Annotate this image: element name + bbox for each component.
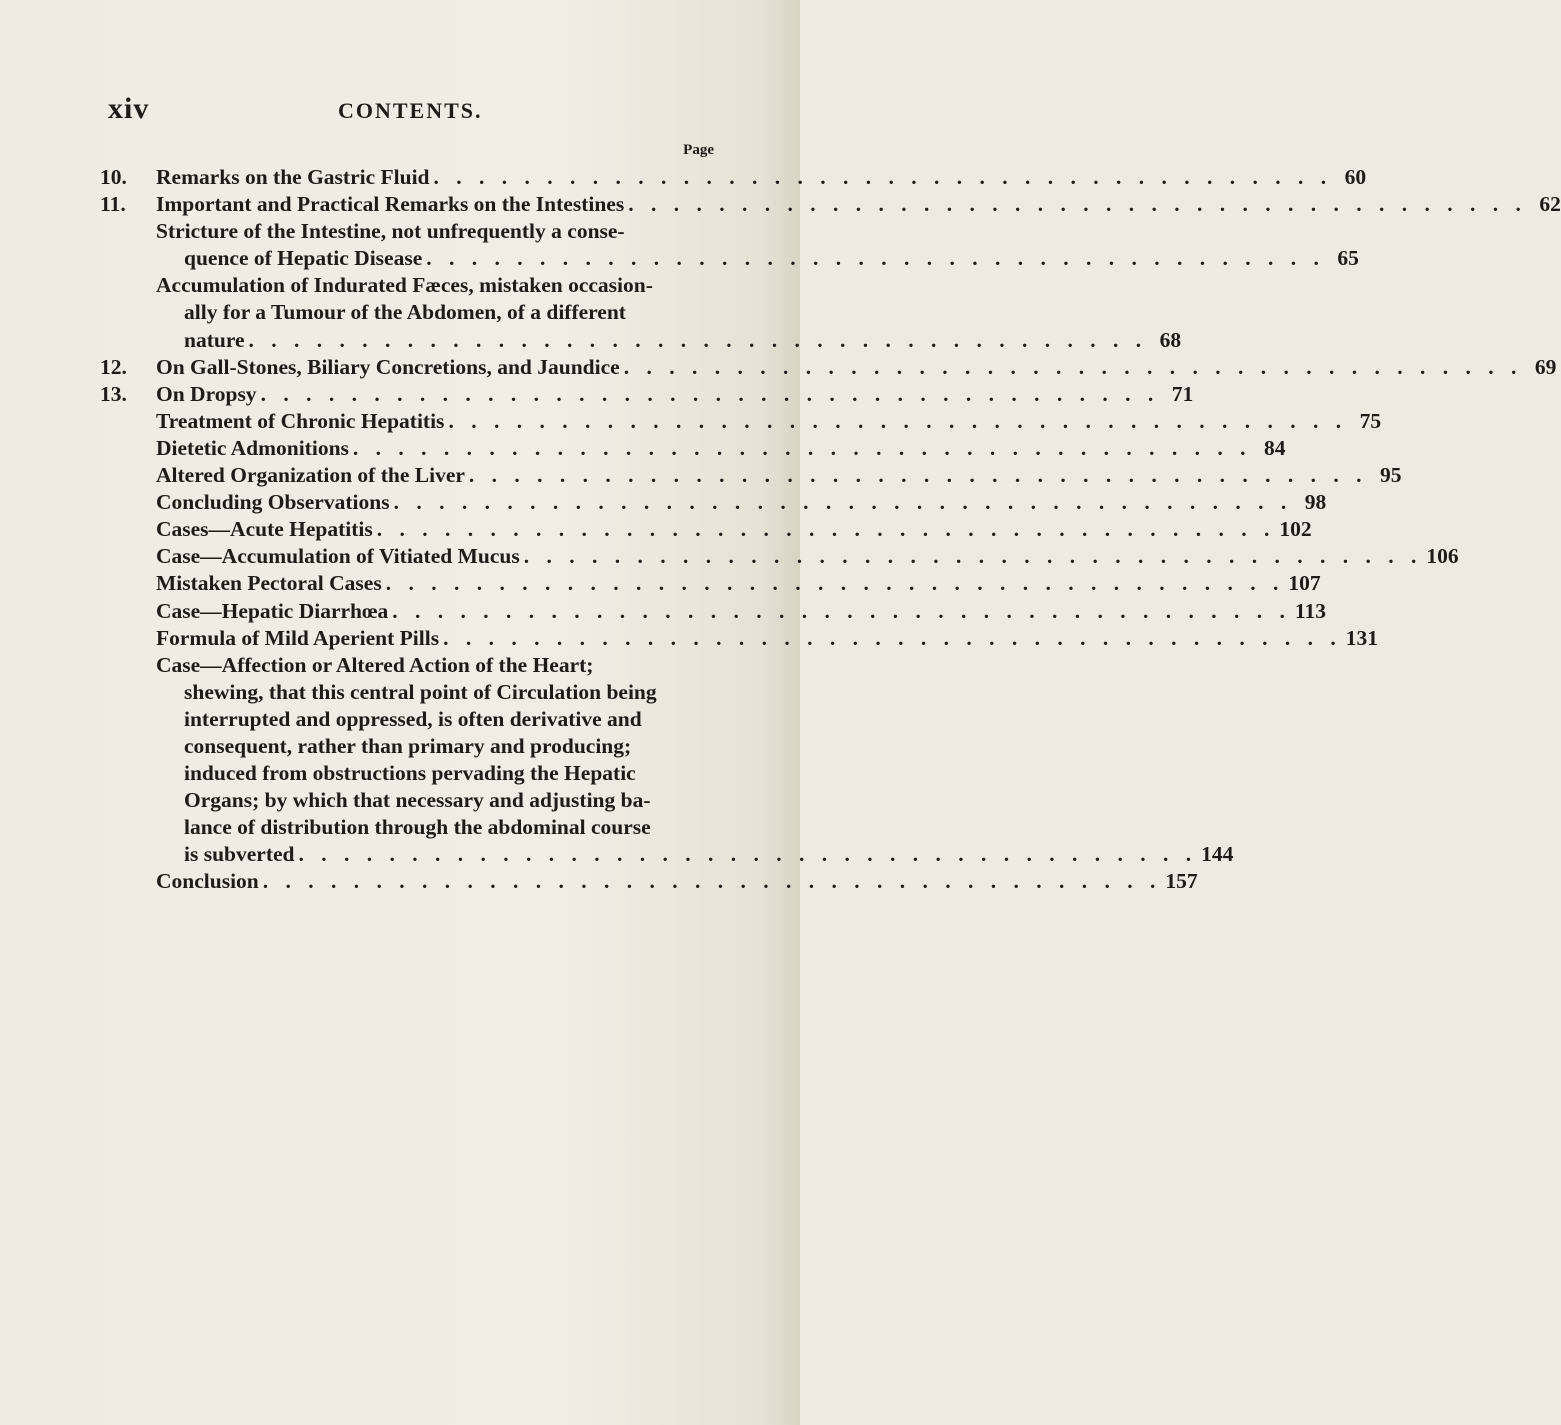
toc-entry-body [156,218,1359,272]
toc-entry-page: 113 [1294,598,1326,623]
toc-entry-line [156,381,1194,408]
toc-entry [100,652,1234,869]
toc-entry-line [156,598,1326,625]
dot-leader: . . . . . . . . . . . . . . . . . . . . . . . . . . . . . . . . . . . . . . . . [352,435,1252,460]
toc-entry [100,598,1326,625]
toc-entry-line [156,706,712,733]
toc-entry-title-text: Altered Organization of the Liver [156,463,465,488]
toc-entry-line [156,570,1321,597]
toc-entry-title-text: nature [184,327,245,352]
toc-entry-number: 13. [100,381,127,406]
toc-entry-page: 71 [1171,381,1194,406]
toc-entry-title-text: Treatment of Chronic Hepatitis [156,408,445,433]
toc-entry-title-text: On Gall-Stones, Biliary Concretions, and Jaundice [156,354,620,379]
toc-entry-line [156,760,712,787]
toc-entry-body [156,272,1182,353]
toc-entry-page: 62 [1539,192,1561,217]
toc-entry-body [156,164,1367,191]
toc-entry-title-text: On Dropsy [156,381,257,406]
toc-entry-title-text: Case—Accumulation of Vitiated Mucus [156,544,520,569]
toc-entry [100,408,1382,435]
toc-entry-line [156,841,1234,868]
toc-entry-page: 68 [1159,327,1182,352]
toc-entry-number: 10. [100,165,127,189]
toc-entry-title-text: shewing, that this central point of Circulation being [184,679,657,704]
toc-entry-title-text: Cases—Acute Hepatitis [156,517,373,542]
toc-entry-line [156,218,712,245]
dot-leader: . . . . . . . . . . . . . . . . . . . . . . . . . . . . . . . . . . . . . . . . [433,165,1333,189]
toc-entry-title-text: is subverted [184,842,295,867]
dot-leader: . . . . . . . . . . . . . . . . . . . . . . . . . . . . . . . . . . . . . . . . [623,354,1523,379]
toc-entry-page: 95 [1380,463,1402,488]
toc-entry-line [156,489,1327,516]
toc-entry-title-text: Formula of Mild Aperient Pills [156,625,440,650]
toc-entry-title-text: Case—Affection or Altered Action of the Heart; [156,652,594,677]
toc-entry-line [156,435,1286,462]
toc-entry [100,218,1359,272]
page-number: xiv [108,92,150,125]
dot-leader: . . . . . . . . . . . . . . . . . . . . . . . . . . . . . . . . . . . . . . . . [426,246,1325,271]
dot-leader: . . . . . . . . . . . . . . . . . . . . . . . . . . . . . . . . . . . . . . . . [468,463,1368,488]
table-of-contents [100,164,1561,896]
toc-entry [100,381,1194,408]
toc-entry-title-text: consequent, rather than primary and producing; [184,733,632,758]
toc-entry-body [156,543,1459,570]
toc-entry [100,462,1402,489]
dot-leader: . . . . . . . . . . . . . . . . . . . . . . . . . . . . . . . . . . . . . . . . [298,842,1198,867]
toc-entry-title-text: ally for a Tumour of the Abdomen, of a different [184,300,626,325]
running-head: CONTENTS. [338,98,483,123]
dot-leader: . . . . . . . . . . . . . . . . . . . . . . . . . . . . . . . . . . . . . . . . [248,327,1148,352]
toc-entry-line [156,516,1312,543]
toc-entry-body [156,516,1312,543]
dot-leader: . . . . . . . . . . . . . . . . . . . . . . . . . . . . . . . . . . . . . . . . [260,381,1160,406]
toc-entry-page: 144 [1201,842,1234,867]
toc-entry-line [156,191,1561,218]
toc-entry-body [156,408,1382,435]
toc-entry-page: 131 [1345,625,1378,650]
toc-entry-page: 98 [1304,490,1327,515]
toc-entry [100,272,1182,353]
toc-entry [100,570,1321,597]
toc-entry [100,543,1459,570]
toc-entry-title-text: Important and Practical Remarks on the Intestines [156,192,625,217]
toc-entry-line [156,652,712,679]
toc-entry-title-text: lance of distribution through the abdominal course [184,815,651,840]
toc-entry-number: 11. [100,192,126,217]
toc-entry-line [156,814,712,841]
toc-entry-line [156,272,712,299]
toc-entry-title-text: Accumulation of Indurated Fæces, mistaken occasion- [156,273,653,298]
toc-entry-title-text: Conclusion [156,869,259,894]
toc-entry [100,516,1312,543]
toc-entry-page: 75 [1359,408,1382,433]
toc-entry-line [156,164,1367,191]
toc-entry-title-text: interrupted and oppressed, is often derivative and [184,706,642,731]
dot-leader: . . . . . . . . . . . . . . . . . . . . . . . . . . . . . . . . . . . . . . . . [448,408,1348,433]
dot-leader: . . . . . . . . . . . . . . . . . . . . . . . . . . . . . . . . . . . . . . . . [628,192,1527,217]
toc-entry-title-text: Stricture of the Intestine, not unfrequently a conse- [156,219,625,244]
toc-entry-line [156,679,712,706]
dot-leader: . . . . . . . . . . . . . . . . . . . . . . . . . . . . . . . . . . . . . . . . [523,544,1423,569]
toc-entry-page: 157 [1165,869,1198,894]
toc-entry [100,868,1198,895]
toc-entry-line [156,787,712,814]
dot-leader: . . . . . . . . . . . . . . . . . . . . . . . . . . . . . . . . . . . . . . . . [393,490,1293,515]
toc-entry-line [156,299,712,326]
toc-entry-body [156,354,1557,381]
toc-entry-body [156,462,1402,489]
toc-entry-line [156,625,1378,652]
toc-entry [100,489,1327,516]
toc-entry-line [156,245,1359,272]
toc-entry-body [156,435,1286,462]
toc-entry [100,191,1561,218]
dot-leader: . . . . . . . . . . . . . . . . . . . . . . . . . . . . . . . . . . . . . . . . [443,625,1342,650]
toc-entry-title-text: induced from obstructions pervading the Hepatic [184,761,636,786]
toc-entry-page: 65 [1337,246,1359,271]
dot-leader: . . . . . . . . . . . . . . . . . . . . . . . . . . . . . . . . . . . . . . . . [262,869,1162,894]
toc-entry-title-text: Concluding Observations [156,490,390,515]
toc-entry-title-text: quence of Hepatic Disease [184,246,423,271]
toc-entry-title-text: Dietetic Admonitions [156,435,349,460]
toc-entry-title-text: Remarks on the Gastric Fluid [156,165,430,189]
toc-entry-line [156,327,1182,354]
toc-entry-title-text: Organs; by which that necessary and adjusting ba- [184,788,651,813]
toc-entry-page: 84 [1264,435,1286,460]
toc-entry-page: 60 [1344,165,1367,189]
toc-entry-body [156,652,1234,869]
toc-entry-body [156,191,1561,218]
toc-entry-body [156,598,1326,625]
toc-entry-line [156,868,1198,895]
toc-entry-body [156,381,1194,408]
toc-entry-body [156,489,1327,516]
toc-entry-number: 12. [100,354,127,379]
toc-entry-page: 106 [1426,544,1459,569]
page-header [108,92,740,132]
toc-entry-body [156,868,1198,895]
toc-entry-line [156,354,1557,381]
toc-entry-body [156,570,1321,597]
toc-entry-page: 107 [1288,571,1321,596]
dot-leader: . . . . . . . . . . . . . . . . . . . . . . . . . . . . . . . . . . . . . . . . [385,571,1285,596]
toc-entry-body [156,625,1378,652]
toc-entry [100,435,1286,462]
dot-leader: . . . . . . . . . . . . . . . . . . . . . . . . . . . . . . . . . . . . . . . . [376,517,1276,542]
dot-leader: . . . . . . . . . . . . . . . . . . . . . . . . . . . . . . . . . . . . . . . . [392,598,1291,623]
toc-entry-page: 102 [1279,517,1312,542]
toc-entry [100,354,1557,381]
toc-entry-title-text: Mistaken Pectoral Cases [156,571,382,596]
toc-entry-page: 69 [1534,354,1557,379]
toc-entry-line [156,408,1382,435]
toc-entry-title-text: Case—Hepatic Diarrhœa [156,598,389,623]
toc-entry [100,625,1378,652]
toc-entry-line [156,543,1459,570]
toc-entry [100,164,1367,191]
toc-entry-line [156,462,1402,489]
page-column-label: Page [683,142,714,158]
toc-entry-line [156,733,712,760]
